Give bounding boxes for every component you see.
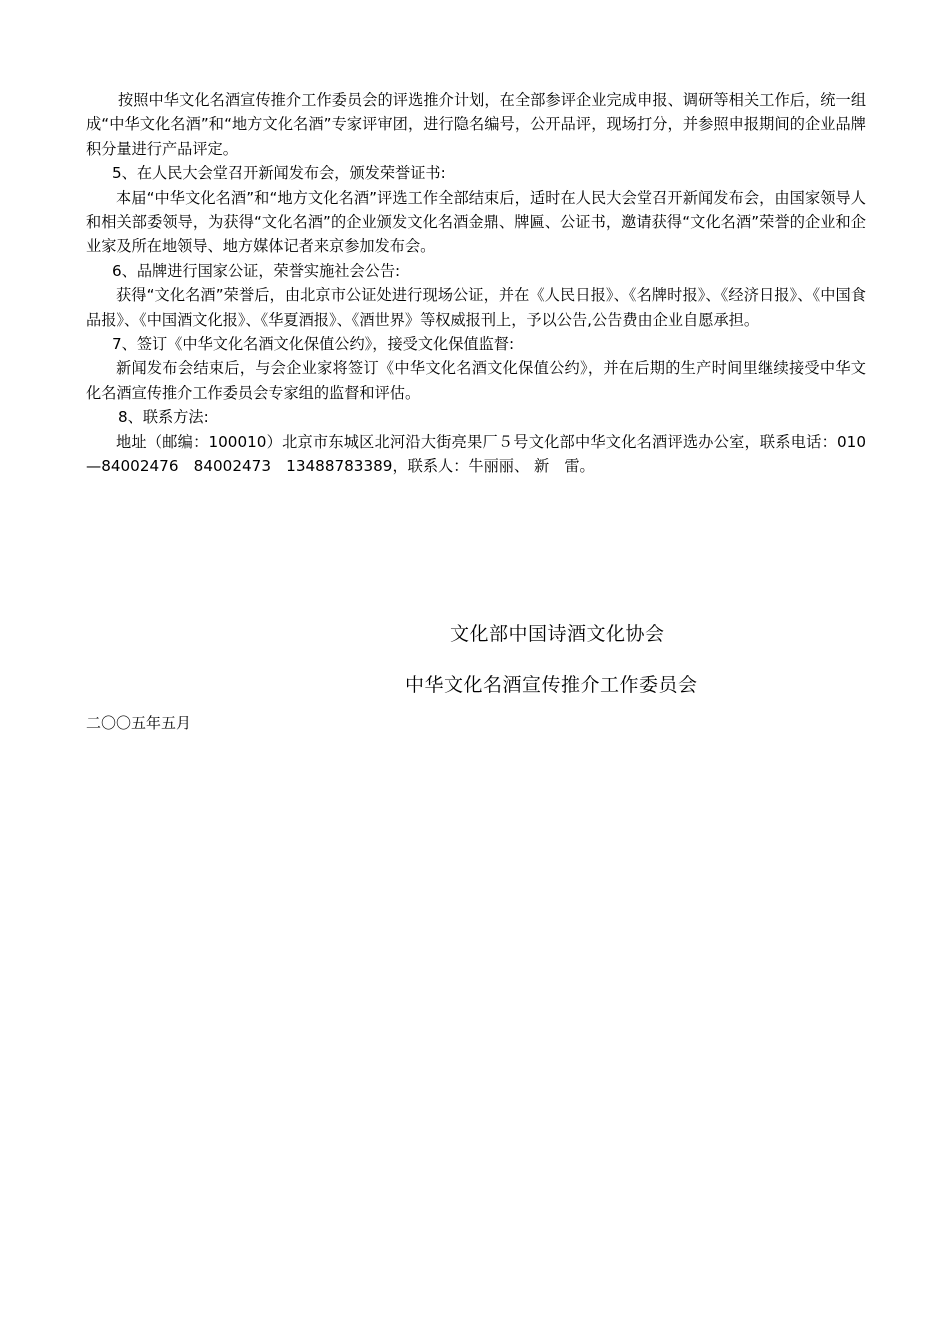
paragraph-notarization: 获得“文化名酒”荣誉后，由北京市公证处进行现场公证，并在《人民日报》、《名牌时报》、《经济日报》、《中国食品报》、《中国酒文化报》、《华夏酒报》、《酒世界》等权威报刊上，予以公告,公告费由企业自愿承担。	[86, 286, 866, 329]
heading-notarization: 6、品牌进行国家公证，荣誉实施社会公告:	[112, 261, 401, 280]
document-date: 二〇〇五年五月	[86, 714, 192, 732]
signature-org-2: 中华文化名酒宣传推介工作委员会	[405, 674, 698, 696]
heading-value-pact: 7、签订《中华文化名酒文化保值公约》，接受文化保值监督:	[112, 335, 515, 354]
paragraph-evaluation-process: 按照中华文化名酒宣传推介工作委员会的评选推介计划，在全部参评企业完成申报、调研等相关工作后，统一组成“中华文化名酒”和“地方文化名酒”专家评审团，进行隐名编号，公开品评，现场打分，并参照申报期间的企业品牌积分量进行产品评定。	[86, 91, 866, 158]
paragraph-press-conference: 本届“中华文化名酒”和“地方文化名酒”评选工作全部结束后，适时在人民大会堂召开新闻发布会，由国家领导人和相关部委领导，为获得“文化名酒”的企业颁发文化名酒金鼎、牌匾、公证书，邀请获得“文化名酒”荣誉的企业和企业家及所在地领导、地方媒体记者来京参加发布会。	[86, 188, 866, 256]
paragraph-value-pact: 新闻发布会结束后，与会企业家将签订《中华文化名酒文化保值公约》，并在后期的生产时间里继续接受中华文化名酒宣传推介工作委员会专家组的监督和评估。	[86, 359, 866, 402]
document-body	[86, 88, 866, 479]
signature-org-1: 文化部中国诗酒文化协会	[450, 623, 665, 645]
heading-contact: 8、联系方法:	[118, 408, 209, 427]
paragraph-contact: 地址（邮编：100010）北京市东城区北河沿大街亮果厂５号文化部中华文化名酒评选办公室，联系电话：010—84002476 84002473 13488783389，联系人：牛丽丽、 新 雷。	[86, 432, 866, 476]
heading-press-conference: 5、在人民大会堂召开新闻发布会，颁发荣誉证书:	[112, 164, 446, 183]
